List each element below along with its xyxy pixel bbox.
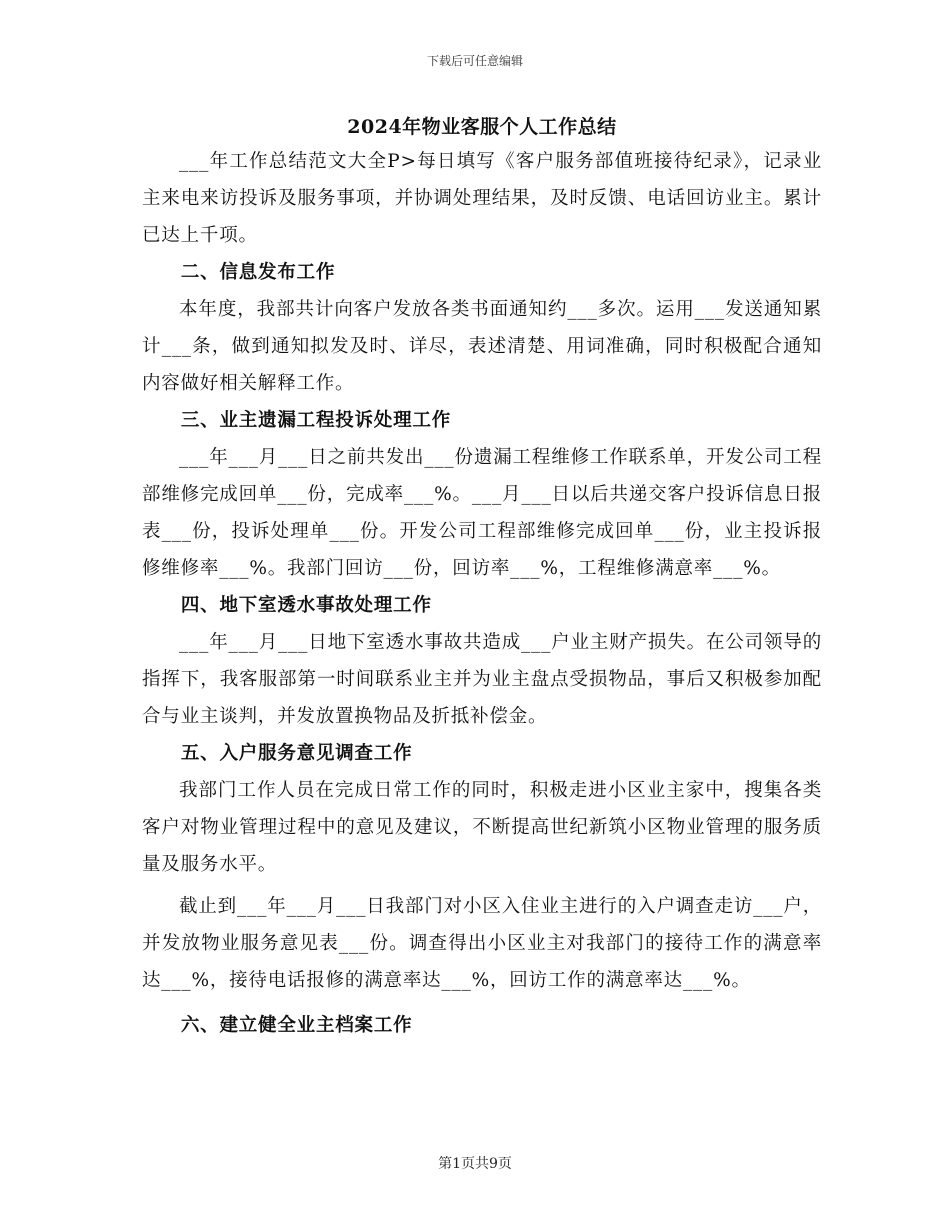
page-number: 第1页共9页: [438, 1156, 512, 1172]
section-paragraph-household-survey-2: 截止到___年___月___日我部门对小区入住业主进行的入户调查走访___户，并发放物业服务意见表___份。调查得出小区业主对我部门的接待工作的满意率达___%，接待电话报修的满意率达___%，回访工作的满意率达___%。: [142, 896, 822, 991]
section-heading-info-release: 二、信息发布工作: [180, 262, 336, 283]
section-heading-omitted-works: 三、业主遗漏工程投诉处理工作: [180, 410, 452, 431]
section-paragraph-info-release: 本年度，我部共计向客户发放各类书面通知约___多次。运用___发送通知累计___条，做到通知拟发及时、详尽，表述清楚、用词准确，同时积极配合通知内容做好相关解释工作。: [142, 299, 822, 394]
section-heading-household-survey: 五、入户服务意见调查工作: [180, 743, 413, 764]
intro-paragraph: ___年工作总结范文大全P>每日填写《客户服务部值班接待纪录》，记录业主来电来访投诉及服务事项，并协调处理结果，及时反馈、电话回访业主。累计已达上千项。: [142, 151, 822, 246]
section-heading-basement-flooding: 四、地下室透水事故处理工作: [180, 595, 432, 616]
page-header-note: 下载后可任意编辑: [426, 54, 523, 68]
document-title: 2024年物业客服个人工作总结: [347, 116, 617, 138]
section-paragraph-basement-flooding: ___年___月___日地下室透水事故共造成___户业主财产损失。在公司领导的指挥下，我客服部第一时间联系业主并为业主盘点受损物品，事后又积极参加配合与业主谈判，并发放置换物品及折抵补偿金。: [142, 632, 822, 727]
section-paragraph-omitted-works: ___年___月___日之前共发出___份遗漏工程维修工作联系单，开发公司工程部维修完成回单___份，完成率___%。___月___日以后共递交客户投诉信息日报表___份，投诉处理单___份。开发公司工程部维修完成回单___份，业主投诉报修维修率___%。我部门回访___份，回访率___%，工程维修满意率___%。: [142, 447, 822, 579]
section-paragraph-household-survey-1: 我部门工作人员在完成日常工作的同时，积极走进小区业主家中，搜集各类客户对物业管理过程中的意见及建议，不断提高世纪新筑小区物业管理的服务质量及服务水平。: [142, 780, 822, 875]
section-heading-owner-archives: 六、建立健全业主档案工作: [180, 1015, 413, 1036]
document-body: [142, 114, 822, 1044]
